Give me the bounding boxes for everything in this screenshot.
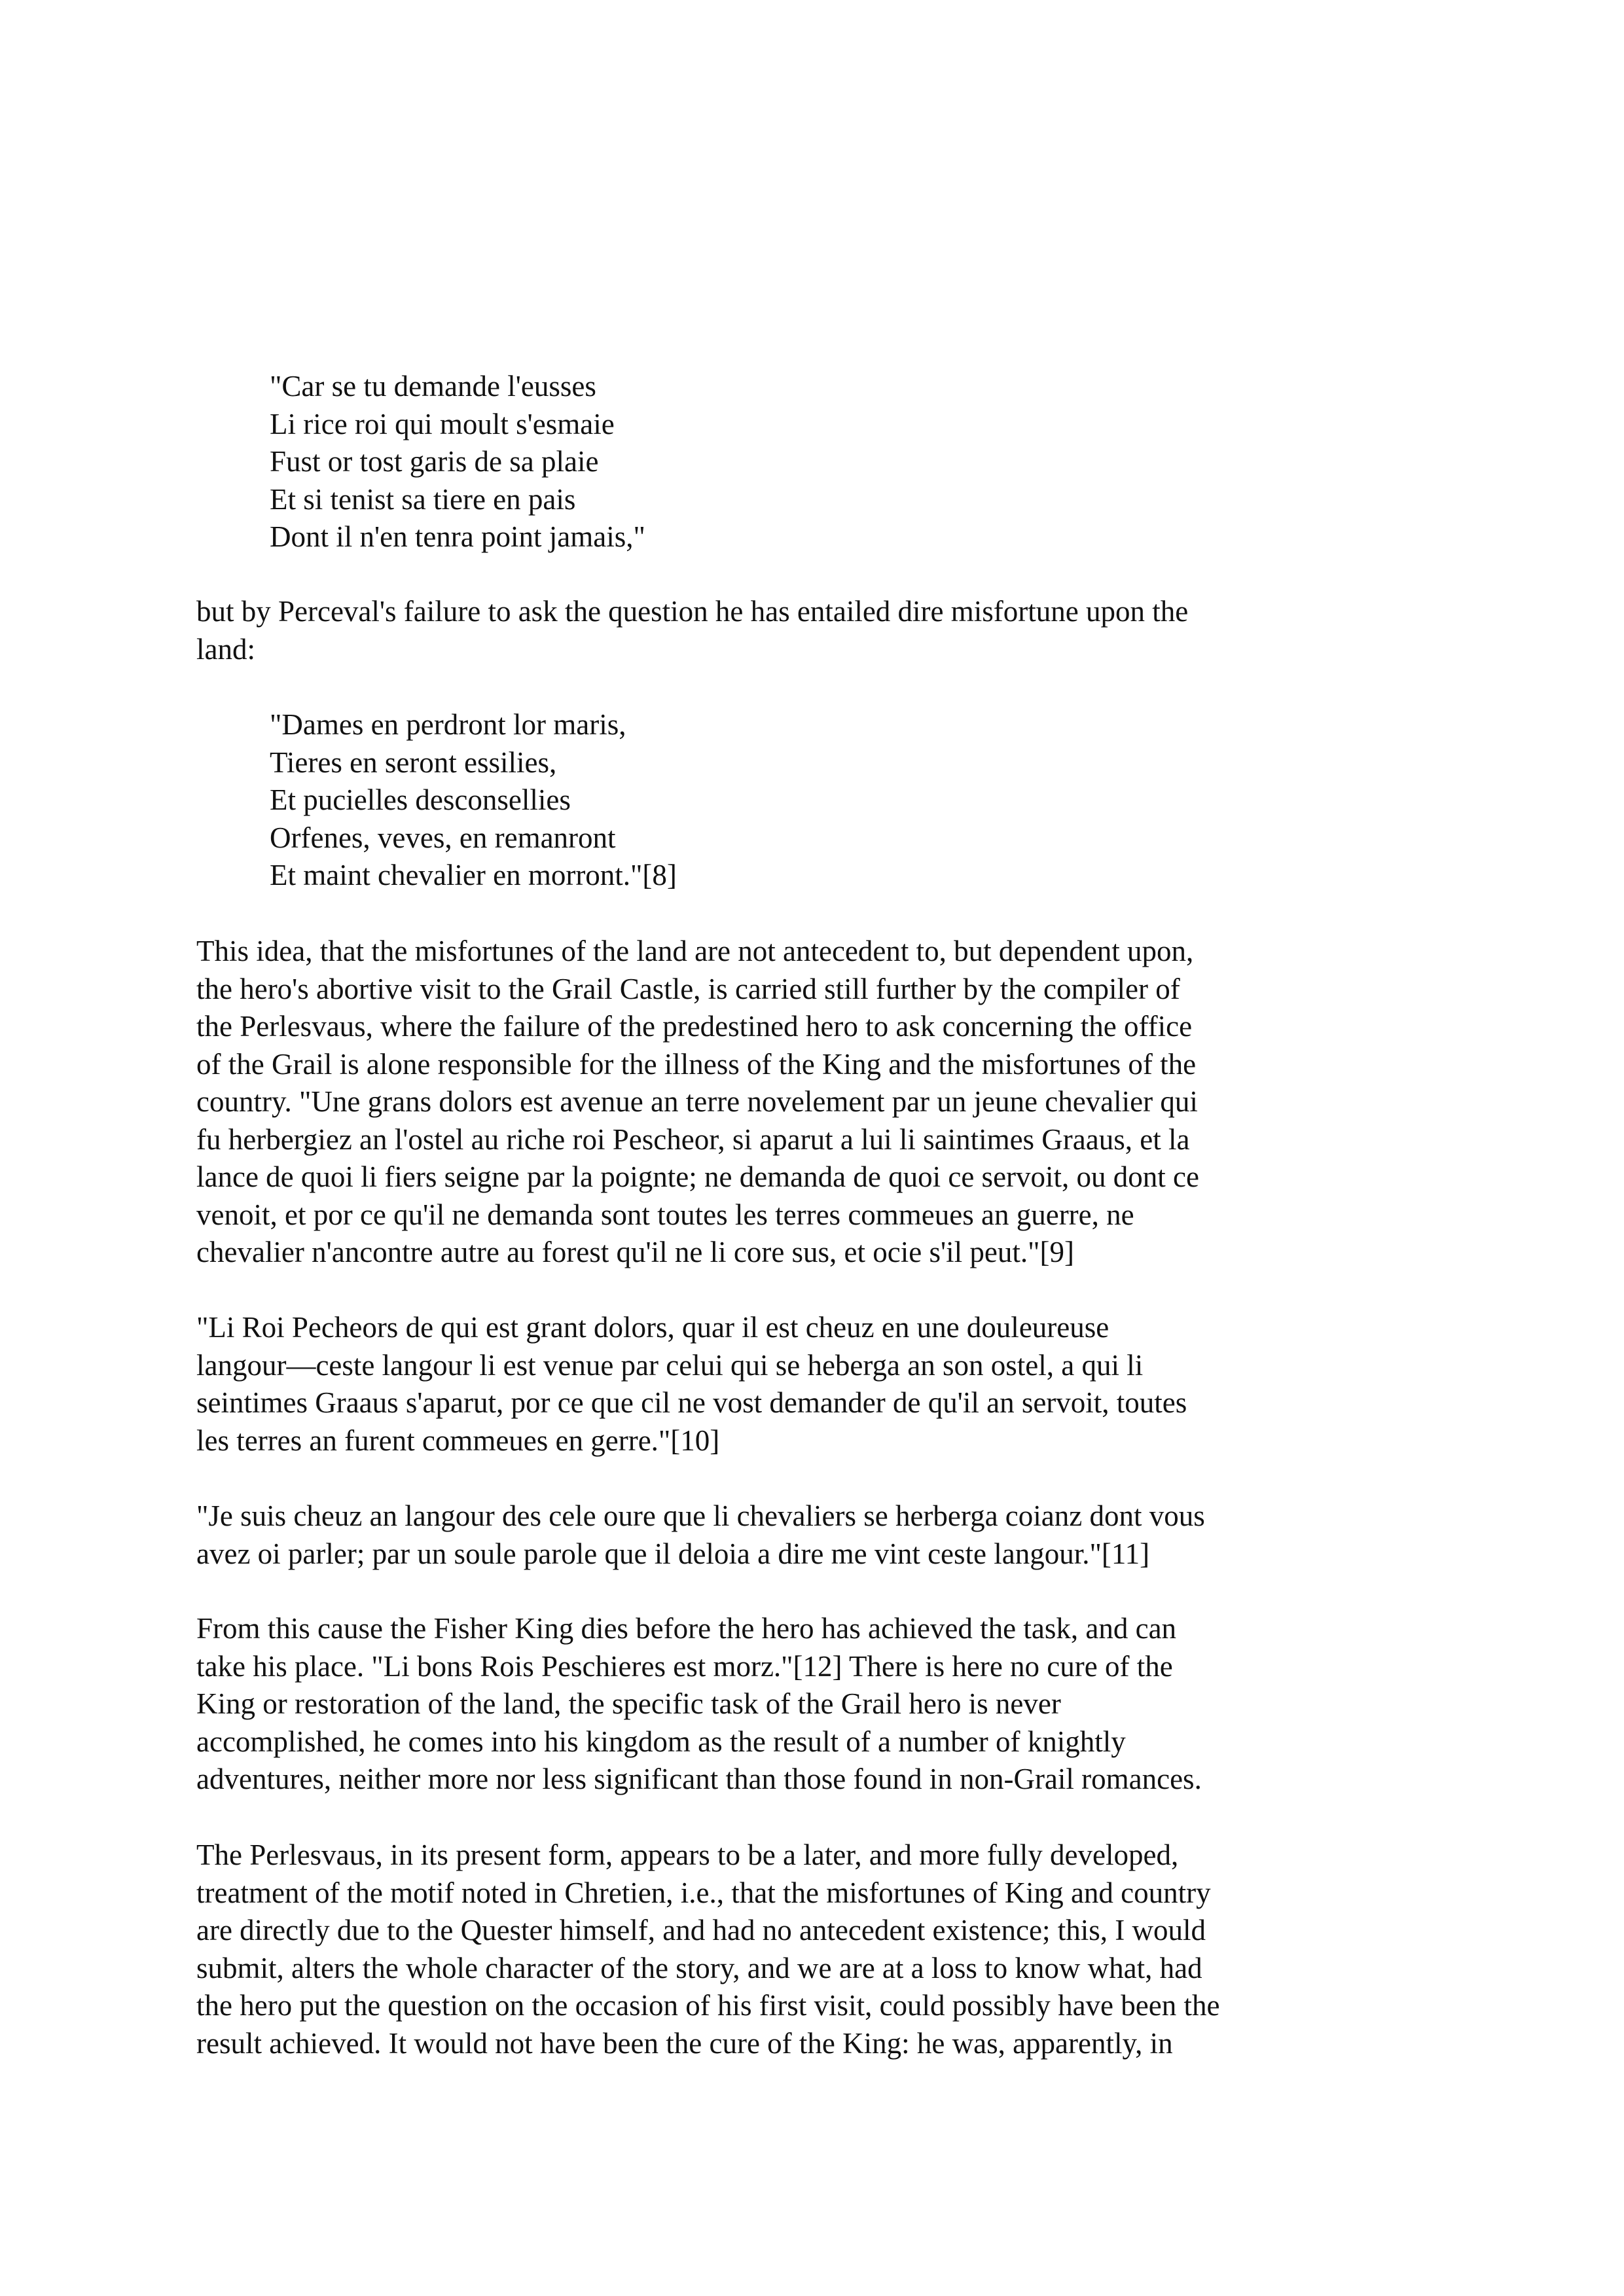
- verse-line: Li rice roi qui moult s'esmaie: [270, 407, 615, 440]
- paragraph-line: les terres an furent commeues en gerre."[10]: [196, 1424, 720, 1457]
- paragraph-line: venoit, et por ce qu'il ne demanda sont toutes les terres commeues an guerre, ne: [196, 1198, 1134, 1231]
- paragraph-line: of the Grail is alone responsible for the illness of the King and the misfortunes of the: [196, 1047, 1197, 1081]
- paragraph-line: take his place. "Li bons Rois Peschieres est morz."[12] There is here no cure of the: [196, 1649, 1173, 1683]
- verse-line: "Dames en perdront lor maris,: [270, 708, 626, 741]
- paragraph-3: [196, 1309, 1388, 1460]
- paragraph-line: chevalier n'ancontre autre au forest qu'il ne li core sus, et ocie s'il peut."[9]: [196, 1236, 1074, 1268]
- verse-block-2: [196, 706, 1388, 895]
- paragraph-line: "Je suis cheuz an langour des cele oure que li chevaliers se herberga coianz dont vous: [196, 1499, 1205, 1532]
- paragraph-line: avez oi parler; par un soule parole que il deloia a dire me vint ceste langour."[11]: [196, 1537, 1150, 1570]
- paragraph-line: The Perlesvaus, in its present form, appears to be a later, and more fully developed,: [196, 1839, 1179, 1871]
- verse-line: Et maint chevalier en morront."[8]: [270, 859, 677, 891]
- paragraph-2: [196, 933, 1388, 1272]
- paragraph-line: land:: [196, 632, 255, 666]
- verse-line: Tieres en seront essilies,: [270, 745, 557, 779]
- verse-line: Orfenes, veves, en remanront: [270, 821, 616, 854]
- paragraph-line: From this cause the Fisher King dies before the hero has achieved the task, and can: [196, 1612, 1177, 1645]
- verse-line: Dont il n'en tenra point jamais,": [270, 520, 645, 553]
- paragraph-line: are directly due to the Quester himself, and had no antecedent existence; this, I would: [196, 1914, 1206, 1946]
- paragraph-line: the hero put the question on the occasion of his first visit, could possibly have been the: [196, 1989, 1220, 2022]
- paragraph-line: the Perlesvaus, where the failure of the predestined hero to ask concerning the office: [196, 1010, 1193, 1043]
- paragraph-line: This idea, that the misfortunes of the land are not antecedent to, but dependent upon,: [196, 935, 1194, 967]
- paragraph-1: [196, 593, 1388, 668]
- paragraph-line: result achieved. It would not have been the cure of the King: he was, apparently, in: [196, 2026, 1173, 2060]
- paragraph-line: seintimes Graaus s'aparut, por ce que cil ne vost demander de qu'il an servoit, toutes: [196, 1386, 1187, 1419]
- paragraph-line: "Li Roi Pecheors de qui est grant dolors, quar il est cheuz en une douleureuse: [196, 1311, 1110, 1344]
- verse-line: Fust or tost garis de sa plaie: [270, 445, 599, 478]
- paragraph-line: lance de quoi li fiers seigne par la poignte; ne demanda de quoi ce servoit, ou dont ce: [196, 1160, 1199, 1193]
- paragraph-line: langour—ceste langour li est venue par celui qui se heberga an son ostel, a qui li: [196, 1348, 1144, 1382]
- paragraph-line: adventures, neither more nor less significant than those found in non-Grail romances.: [196, 1763, 1202, 1795]
- verse-line: Et si tenist sa tiere en pais: [270, 482, 576, 516]
- paragraph-line: fu herbergiez an l'ostel au riche roi Pescheor, si aparut a lui li saintimes Graaus, et la: [196, 1122, 1190, 1156]
- paragraph-4: [196, 1498, 1388, 1573]
- verse-block-1: [196, 368, 1388, 556]
- paragraph-5: [196, 1610, 1388, 1799]
- paragraph-line: submit, alters the whole character of the story, and we are at a loss to know what, had: [196, 1951, 1202, 1984]
- verse-line: "Car se tu demande l'eusses: [270, 370, 596, 403]
- paragraph-line: the hero's abortive visit to the Grail Castle, is carried still further by the compiler of: [196, 972, 1180, 1005]
- verse-line: Et pucielles desconsellies: [270, 783, 571, 816]
- paragraph-line: but by Perceval's failure to ask the question he has entailed dire misfortune upon the: [196, 595, 1189, 628]
- paragraph-line: country. "Une grans dolors est avenue an terre novelement par un jeune chevalier qui: [196, 1085, 1198, 1118]
- paragraph-line: King or restoration of the land, the specific task of the Grail hero is never: [196, 1687, 1061, 1720]
- paragraph-line: accomplished, he comes into his kingdom as the result of a number of knightly: [196, 1725, 1126, 1758]
- paragraph-line: treatment of the motif noted in Chretien, i.e., that the misfortunes of King and country: [196, 1876, 1211, 1909]
- paragraph-6: [196, 1837, 1388, 2062]
